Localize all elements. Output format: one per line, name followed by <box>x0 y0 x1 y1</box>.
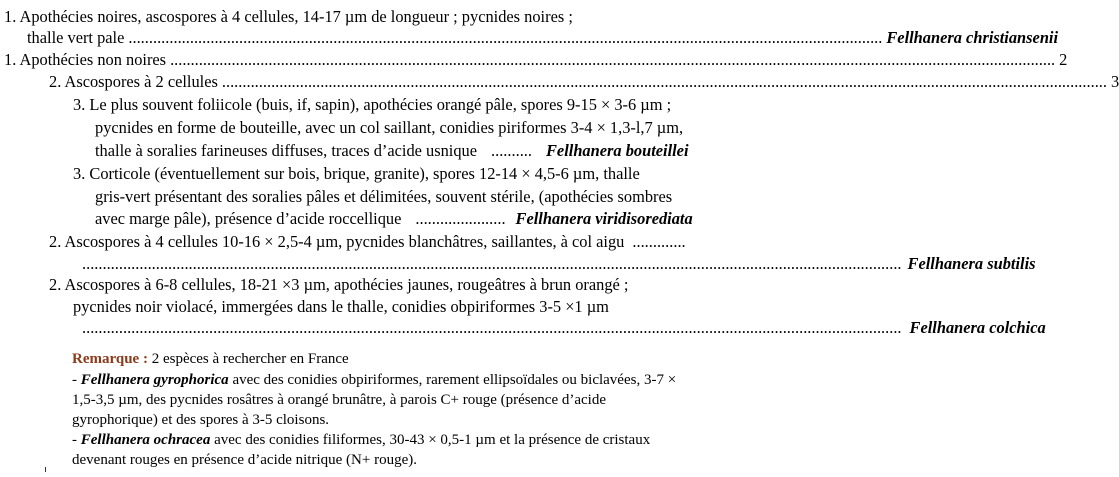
couplet-3b-line1 <box>73 164 640 184</box>
couplet-1b <box>4 50 1068 70</box>
couplet-2c-line1 <box>49 275 628 295</box>
remarque-item1-text3: gyrophorique) et des spores à 3-5 cloisons. <box>72 412 330 428</box>
remarque-heading <box>72 350 349 369</box>
remarque-label: Remarque : <box>72 351 148 367</box>
remarque-item1-line3 <box>72 411 329 430</box>
remarque-item2-line2 <box>72 451 417 470</box>
species-colchica: Fellhanera colchica <box>909 318 1046 337</box>
couplet-1b-text: 1. Apothécies non noires <box>4 50 167 69</box>
couplet-2b-line2 <box>82 254 1036 274</box>
couplet-2b-line1 <box>49 232 789 252</box>
couplet-2a <box>49 72 1119 92</box>
couplet-1a-text2: thalle vert pale <box>27 28 125 47</box>
leader-dots: ...................... <box>415 209 506 228</box>
couplet-3b-text1: 3. Corticole (éventuellement sur bois, brique, granite), spores 12-14 × 4,5-6 µm, thalle <box>73 164 640 183</box>
leader-dots: ........................................................................................................................................................................................................................ <box>221 72 1107 91</box>
couplet-3b-line3 <box>95 209 789 229</box>
couplet-3a-line3 <box>95 141 789 161</box>
leader-dots: ........................................................................................................................................................................................................ <box>82 254 902 273</box>
remarque-intro: 2 espèces à rechercher en France <box>151 351 349 367</box>
couplet-3b-line2 <box>95 187 672 207</box>
couplet-1a-line2 <box>27 28 1059 48</box>
bullet-dash: - <box>72 372 77 388</box>
bullet-dash: - <box>72 432 77 448</box>
species-ochracea: Fellhanera ochracea <box>80 432 211 448</box>
cursor-mark <box>45 467 46 472</box>
couplet-2b-text: 2. Ascospores à 4 cellules 10-16 × 2,5-4 µm, pycnides blanchâtres, saillantes, à col aigu <box>49 232 625 251</box>
remarque-item1-text2: 1,5-3,5 µm, des pycnides rosâtres à orangé brunâtre, à parois C+ rouge (présence d’acide <box>72 392 606 408</box>
leader-dots: ............. <box>632 232 686 251</box>
couplet-2a-ref: 3 <box>1110 72 1119 91</box>
couplet-3a-text3: thalle à soralies farineuses diffuses, traces d’acide usnique <box>95 141 478 160</box>
remarque-item1-text1: avec des conidies obpiriformes, rarement ellipsoïdales ou biclavées, 3-7 × <box>232 372 677 388</box>
remarque-item1-line1 <box>72 371 676 390</box>
remarque-item2-text2: devenant rouges en présence d’acide nitrique (N+ rouge). <box>72 452 417 468</box>
species-subtilis: Fellhanera subtilis <box>907 254 1036 273</box>
remarque-item1-line2 <box>72 391 606 410</box>
species-christiansenii: Fellhanera christiansenii <box>886 28 1059 47</box>
remarque-item2-line1 <box>72 431 650 450</box>
species-bouteillei: Fellhanera bouteillei <box>546 141 689 160</box>
couplet-3a-line1 <box>73 95 671 115</box>
leader-dots: .......... <box>491 141 532 160</box>
couplet-2c-text2: pycnides noir violacé, immergées dans le thalle, conidies obpiriformes 3-5 ×1 µm <box>73 297 609 316</box>
couplet-3a-text2: pycnides en forme de bouteille, avec un col saillant, conidies piriformes 3-4 × 1,3-l,7 µm, <box>95 118 684 137</box>
couplet-3b-text3: avec marge pâle), présence d’acide roccellique <box>95 209 402 228</box>
couplet-2c-line2 <box>73 297 609 317</box>
leader-dots: ........................................................................................................................................................................................ <box>128 28 883 47</box>
species-gyrophorica: Fellhanera gyrophorica <box>80 372 229 388</box>
remarque-item2-text1: avec des conidies filiformes, 30-43 × 0,5-1 µm et la présence de cristaux <box>214 432 651 448</box>
couplet-3b-text2: gris-vert présentant des soralies pâles et délimitées, souvent stérile, (apothécies sombres <box>95 187 673 206</box>
couplet-1b-ref: 2 <box>1059 50 1068 69</box>
couplet-2c-line3 <box>82 318 1046 338</box>
species-viridisorediata: Fellhanera viridisorediata <box>515 209 693 228</box>
leader-dots: ........................................................................................................................................................................................................................ <box>170 50 1056 69</box>
couplet-3a-text1: 3. Le plus souvent foliicole (buis, if, sapin), apothécies orangé pâle, spores 9-15 × 3-6 µm ; <box>73 95 672 114</box>
couplet-1a-line1 <box>4 7 573 27</box>
couplet-3a-line2 <box>95 118 683 138</box>
couplet-2a-text: 2. Ascospores à 2 cellules <box>49 72 218 91</box>
couplet-2c-text1: 2. Ascospores à 6-8 cellules, 18-21 ×3 µm, apothécies jaunes, rougeâtres à brun orangé ; <box>49 275 629 294</box>
couplet-1a-text: 1. Apothécies noires, ascospores à 4 cellules, 14-17 µm de longueur ; pycnides noires ; <box>4 7 573 26</box>
leader-dots: ........................................................................................................................................................................................................ <box>82 318 902 337</box>
